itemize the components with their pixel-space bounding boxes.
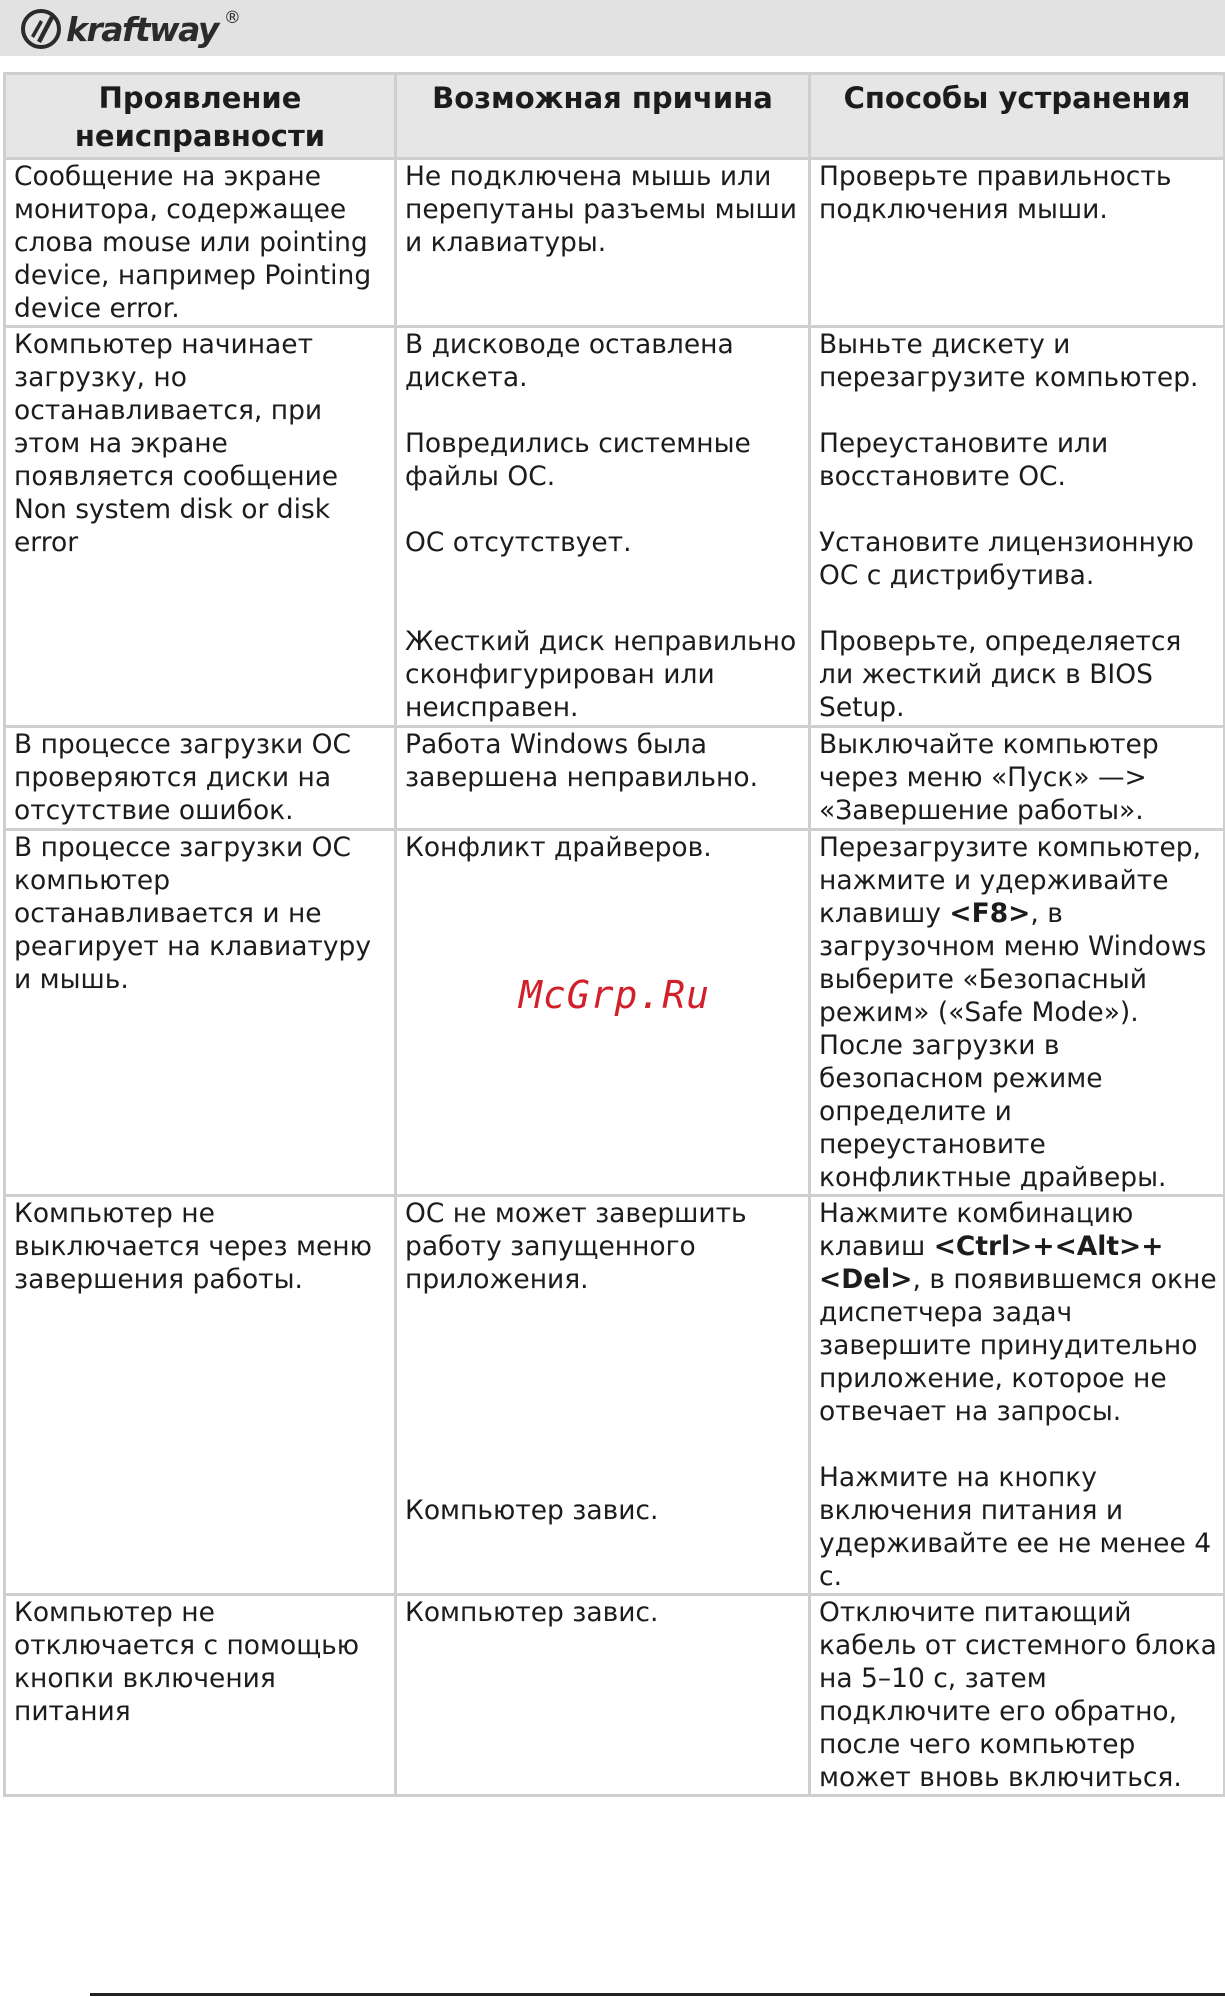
table-header-row (5, 74, 1225, 159)
troubleshooting-table (3, 72, 1225, 1797)
fix-text: Отключите питающий кабель от системного блока на 5–10 с, затем подключите его обратно, после чего компьютер может вновь включиться. (819, 1597, 1217, 1793)
fix-text-part: , в появившемся окне диспетчера задач завершите принудительно приложение, которое не отвечает на запросы. (819, 1264, 1217, 1427)
table-row (5, 1595, 1225, 1796)
footer-rule (90, 1993, 1225, 1996)
symptom-text: Компьютер начинает загрузку, но останавливается, при этом на экране появляется сообщение Non system disk or disk error (14, 329, 339, 558)
fix-text: Переустановите или восстановите ОС. (819, 428, 1109, 492)
cause-text: Жесткий диск неправильно сконфигурирован или неисправен. (405, 626, 797, 723)
cause-text: Не подключена мышь или перепутаны разъемы мыши и клавиатуры. (405, 161, 798, 258)
table-row (5, 327, 1225, 727)
fix-text-part: Нажмите комбинацию клавиш (819, 1198, 1134, 1262)
fix-text (819, 831, 1217, 1194)
symptom-text: В процессе загрузки ОС компьютер останавливается и не реагирует на клавиатуру и мышь. (14, 832, 372, 995)
fix-text: Проверьте, определяется ли жесткий диск в BIOS Setup. (819, 626, 1182, 723)
fix-text-part: Перезагрузите компьютер, нажмите и удерживайте клавишу (819, 832, 1202, 929)
fix-text: Установите лицензионную ОС с дистрибутива. (819, 527, 1194, 591)
registered-mark: ® (223, 8, 241, 28)
cause-text: Работа Windows была завершена неправильно. (405, 729, 758, 793)
fix-text: Проверьте правильность подключения мыши. (819, 161, 1172, 225)
cause-text: ОС отсутствует. (405, 527, 632, 558)
symptom-cell (5, 159, 396, 327)
symptom-cell (5, 727, 396, 830)
table-row (5, 727, 1225, 830)
fix-cell (810, 159, 1225, 327)
symptom-text: Компьютер не выключается через меню завершения работы. (14, 1198, 372, 1295)
table-row (5, 159, 1225, 327)
fix-cell (810, 1196, 1225, 1595)
fix-cell (810, 1595, 1225, 1796)
cause-cell (396, 159, 810, 327)
fix-text (819, 1197, 1217, 1428)
watermark: McGrp.Ru (519, 973, 711, 1017)
fix-text: Выключайте компьютер через меню «Пуск» —> «Завершение работы». (819, 729, 1159, 826)
cause-text: В дисководе оставлена дискета. (405, 329, 734, 393)
cause-text: Компьютер завис. (405, 1495, 659, 1526)
symptom-cell (5, 1595, 396, 1796)
symptom-cell (5, 327, 396, 727)
brand-logo (20, 6, 241, 52)
table-row (5, 1196, 1225, 1595)
symptom-text: Компьютер не отключается с помощью кнопки включения питания (14, 1597, 360, 1727)
cause-cell (396, 327, 810, 727)
symptom-text: Сообщение на экране монитора, содержащее слова mouse или pointing device, например Pointing device error. (14, 161, 372, 324)
fix-cell (810, 727, 1225, 830)
fix-text: Выньте дискету и перезагрузите компьютер. (819, 329, 1199, 393)
fix-text-part: , в загрузочном меню Windows выберите «Безопасный режим» («Safe Mode»). После загрузки в безопасном режиме определите и переустановите конфликтные драйверы. (819, 898, 1207, 1193)
key-combo: <F8> (949, 898, 1031, 929)
kraftway-logo-icon (20, 8, 62, 50)
header-cause: Возможная причина (396, 74, 810, 159)
cause-cell (396, 1595, 810, 1796)
cause-text: Повредились системные файлы ОС. (405, 428, 751, 492)
symptom-cell (5, 830, 396, 1196)
cause-text: Компьютер завис. (405, 1597, 659, 1628)
symptom-cell (5, 1196, 396, 1595)
cause-cell (396, 727, 810, 830)
cause-text: ОС не может завершить работу запущенного приложения. (405, 1198, 747, 1295)
header-band (0, 0, 1225, 56)
brand-name: kraftway (66, 9, 218, 49)
header-fix: Способы устранения (810, 74, 1225, 159)
fix-cell (810, 830, 1225, 1196)
fix-cell (810, 327, 1225, 727)
symptom-text: В процессе загрузки ОС проверяются диски на отсутствие ошибок. (14, 729, 352, 826)
cause-text: Конфликт драйверов. (405, 832, 712, 863)
key-combo: <Ctrl>+<Alt>+<Del> (819, 1231, 1164, 1295)
header-symptom: Проявление неисправности (5, 74, 396, 159)
fix-text: Нажмите на кнопку включения питания и удерживайте ее не менее 4 с. (819, 1462, 1212, 1592)
cause-cell (396, 1196, 810, 1595)
